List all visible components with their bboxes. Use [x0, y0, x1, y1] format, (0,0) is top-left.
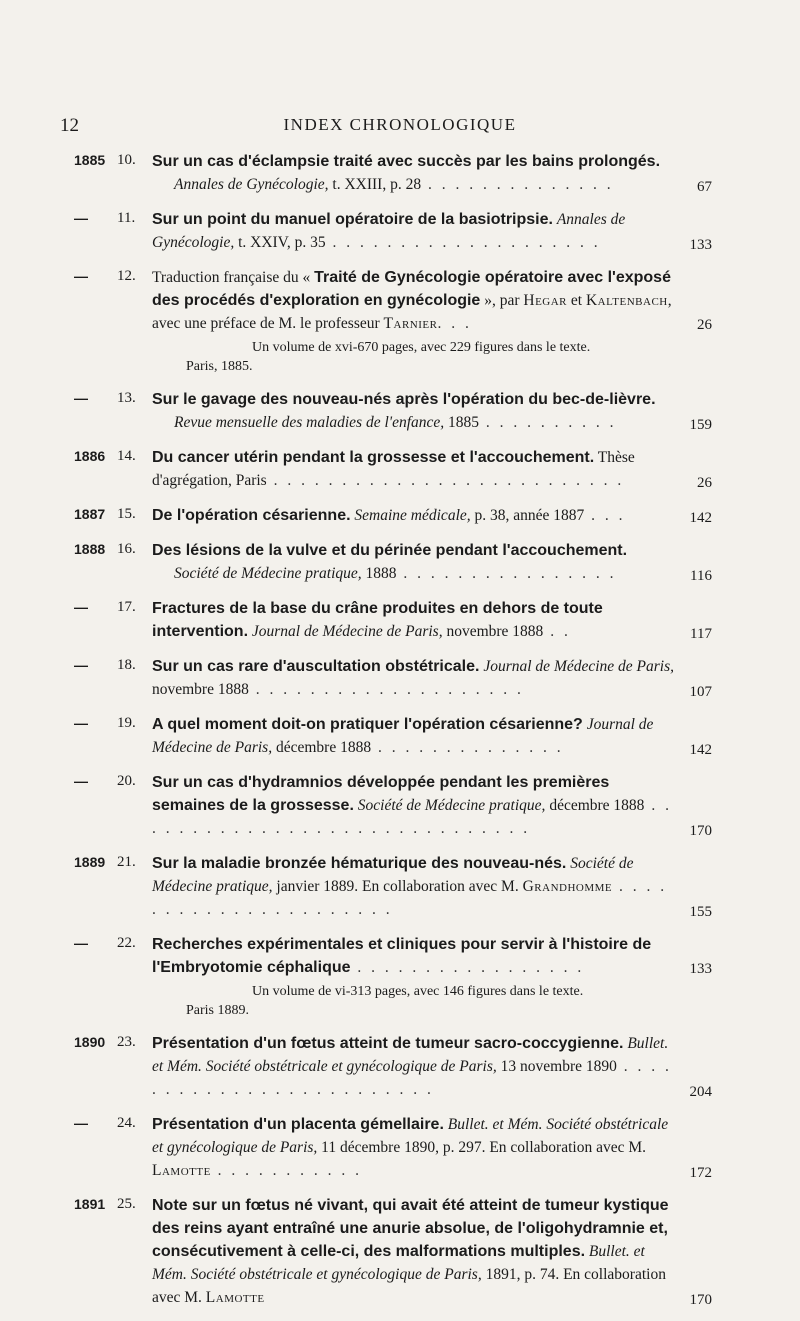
entry-year: —: [74, 210, 88, 226]
entry-details: 1885: [448, 414, 480, 431]
index-entry: [0, 266, 800, 376]
entry-title: Présentation d'un placenta gémellaire.: [152, 1116, 444, 1133]
index-entry: [0, 150, 800, 196]
index-entry: [0, 597, 800, 643]
entry-number: 14.: [117, 448, 136, 464]
entry-source: Bullet. et Mém. Société obstétricale et gynécologique de Paris,: [152, 1035, 669, 1075]
leader-dots: . .: [543, 623, 571, 640]
entry-details: 1891, p. 74. En collaboration avec M.: [152, 1266, 666, 1306]
entry-details: janvier 1889. En collaboration avec M.: [276, 878, 519, 895]
entry-page: 142: [689, 510, 712, 526]
leader-dots: . . . . . . . . . . . . . . . . . . . . . . . . . . . . . .: [152, 797, 672, 837]
entry-year: —: [74, 599, 88, 615]
index-entry: [0, 504, 800, 527]
index-entry: [0, 771, 800, 840]
leader-dots: . . . . . . . . . . . . . . . . . . . .: [248, 681, 524, 698]
page-number: 12: [60, 115, 79, 136]
entry-details: p. 38, année 1887: [474, 507, 585, 524]
entry-number: 20.: [117, 773, 136, 789]
entry-author: Lamotte: [205, 1289, 265, 1306]
entry-page: 116: [690, 568, 712, 584]
entry-title: Fractures de la base du crâne produites en dehors de toute intervention.: [152, 600, 603, 640]
entry-author: Tarnier: [383, 315, 438, 332]
leader-dots: . . .: [437, 315, 472, 332]
index-entry: [0, 1194, 800, 1309]
index-entry: [0, 539, 800, 585]
entry-page: 170: [689, 823, 712, 839]
entry-number: 21.: [117, 854, 136, 870]
leader-dots: . . . . . . . . . . . . . . . . . . . . . . . . .: [152, 1058, 672, 1098]
entry-number: 23.: [117, 1034, 136, 1050]
entry-title: Sur un cas rare d'auscultation obstétricale.: [152, 658, 480, 675]
entry-number: 19.: [117, 715, 136, 731]
entry-page: 26: [697, 475, 712, 491]
entry-author: Lamotte: [152, 1162, 211, 1179]
entry-conjunction: et: [570, 292, 583, 309]
entry-number: 12.: [117, 268, 136, 284]
entry-source: Société de Médecine pratique,: [357, 797, 546, 814]
entry-title: Note sur un fœtus né vivant, qui avait été atteint de tumeur kystique des reins ayant entraîné une anurie absolue, de l'oligohydramnie et, consécutivement à celle-ci, des malformations multiples.: [152, 1197, 669, 1260]
entry-number: 11.: [117, 210, 136, 226]
entry-year: 1886: [74, 448, 106, 464]
entry-year: 1891: [74, 1196, 106, 1212]
entry-details: novembre 1888: [152, 681, 249, 698]
leader-dots: . . . . . . . . . . . . . . . . .: [350, 959, 585, 976]
entry-details: », par: [480, 292, 520, 309]
entry-title: Des lésions de la vulve et du périnée pendant l'accouchement.: [152, 542, 628, 559]
entry-number: 22.: [117, 935, 136, 951]
index-entry: [0, 1032, 800, 1101]
entry-page: 155: [689, 904, 712, 920]
entry-page: 170: [689, 1292, 712, 1308]
running-title: INDEX CHRONOLOGIQUE: [283, 115, 517, 134]
entry-details: décembre 1888: [549, 797, 645, 814]
entry-source: Société de Médecine pratique,: [152, 855, 634, 895]
entry-source: Bullet. et Mém. Société obstétricale et gynécologique de Paris,: [152, 1116, 669, 1156]
entry-number: 13.: [117, 390, 136, 406]
entry-details-2: , avec une préface de M. le professeur: [152, 292, 672, 332]
entry-details: t. XXIII, p. 28: [332, 176, 422, 193]
entry-number: 24.: [117, 1115, 136, 1131]
entry-source: Revue mensuelle des maladies de l'enfance,: [174, 414, 445, 431]
entry-note: Un volume de xvi-670 pages, avec 229 figures dans le texte.: [252, 340, 591, 355]
entry-number: 16.: [117, 541, 136, 557]
leader-dots: . . . . . . . . . . . . . . . . . . . . . .: [152, 878, 668, 918]
entry-year: —: [74, 773, 88, 789]
entry-year: —: [74, 390, 88, 406]
entry-source: Semaine médicale,: [354, 507, 471, 524]
entry-page: 67: [697, 179, 712, 195]
entry-title: Sur un cas d'hydramnios développée pendant les premières semaines de la grossesse.: [152, 774, 610, 814]
leader-dots: . . . . . . . . . . . . . .: [421, 176, 614, 193]
entry-year: —: [74, 715, 88, 731]
entry-page: 117: [690, 626, 712, 642]
entry-page: 172: [689, 1165, 712, 1181]
leader-dots: . . . . . . . . . . . . . .: [371, 739, 564, 756]
entry-year: 1888: [74, 541, 106, 557]
leader-dots: . . . . . . . . . . . . . . . . . . . .: [325, 234, 601, 251]
index-entry: [0, 446, 800, 492]
entry-number: 15.: [117, 506, 136, 522]
entry-page: 26: [697, 317, 712, 333]
entry-year: —: [74, 657, 88, 673]
entry-page: 133: [689, 237, 712, 253]
index-entries: [0, 150, 800, 1321]
entry-source: Annales de Gynécologie,: [174, 176, 329, 193]
leader-dots: . . . . . . . . . . . . . . . . . . . . . . . . . .: [266, 472, 625, 489]
entry-title: Recherches expérimentales et cliniques pour servir à l'histoire de l'Embryotomie céphalique: [152, 936, 652, 976]
entry-source: Bullet. et Mém. Société obstétricale et gynécologique de Paris,: [152, 1243, 645, 1283]
index-entry: [0, 388, 800, 434]
entry-prefix: Traduction française du «: [152, 269, 315, 286]
entry-note: Un volume de vi-313 pages, avec 146 figures dans le texte.: [252, 984, 584, 999]
entry-year: —: [74, 268, 88, 284]
leader-dots: . . . . . . . . . .: [479, 414, 617, 431]
entry-title: Du cancer utérin pendant la grossesse et l'accouchement.: [152, 449, 595, 466]
entry-page: 159: [689, 417, 712, 433]
entry-page: 133: [689, 961, 712, 977]
entry-number: 25.: [117, 1196, 136, 1212]
entry-title: Sur un point du manuel opératoire de la basiotripsie.: [152, 211, 553, 228]
entry-source: Journal de Médecine de Paris,: [483, 658, 675, 675]
entry-details: décembre 1888: [275, 739, 372, 756]
entry-number: 10.: [117, 152, 136, 168]
entry-title: Présentation d'un fœtus atteint de tumeur sacro-coccygienne.: [152, 1035, 624, 1052]
index-entry: [0, 208, 800, 254]
entry-year: 1890: [74, 1034, 106, 1050]
entry-details: 1888: [365, 565, 397, 582]
entry-year: 1885: [74, 152, 106, 168]
entry-page: 204: [689, 1084, 712, 1100]
entry-year: —: [74, 1115, 88, 1131]
leader-dots: . . .: [584, 507, 626, 524]
entry-author: Kaltenbach: [585, 292, 668, 309]
entry-author: Grandhomme: [522, 878, 613, 895]
entry-source: Société de Médecine pratique,: [174, 565, 362, 582]
entry-note: Paris, 1885.: [186, 359, 253, 374]
entry-title: Traité de Gynécologie opératoire avec l'exposé des procédés d'exploration en gynécologie: [152, 269, 671, 309]
entry-title: Sur un cas d'éclampsie traité avec succès par les bains prolongés.: [152, 153, 661, 170]
entry-details: novembre 1888: [446, 623, 544, 640]
index-entry: [0, 713, 800, 759]
entry-details: 11 décembre 1890, p. 297. En collaboration avec M.: [321, 1139, 646, 1156]
entry-details: t. XXIV, p. 35: [238, 234, 326, 251]
leader-dots: . . . . . . . . . . . . . . . .: [396, 565, 617, 582]
entry-title: Sur le gavage des nouveau-nés après l'opération du bec-de-lièvre.: [152, 391, 656, 408]
leader-dots: . . . . . . . . . . .: [210, 1162, 363, 1179]
index-entry: [0, 852, 800, 921]
index-entry: [0, 655, 800, 701]
entry-number: 17.: [117, 599, 136, 615]
entry-page: 107: [689, 684, 712, 700]
entry-source: Journal de Médecine de Paris,: [251, 623, 443, 640]
entry-title: De l'opération césarienne.: [152, 507, 351, 524]
entry-details: Thèse d'agrégation, Paris: [152, 449, 635, 489]
entry-title: Sur la maladie bronzée hématurique des nouveau-nés.: [152, 855, 567, 872]
entry-title: A quel moment doit-on pratiquer l'opération césarienne?: [152, 716, 583, 733]
entry-author: Hegar: [523, 292, 568, 309]
entry-note: Paris 1889.: [186, 1003, 249, 1018]
entry-page: 142: [689, 742, 712, 758]
entry-year: 1889: [74, 854, 106, 870]
entry-source: Annales de Gynécologie,: [152, 211, 626, 251]
entry-source: Journal de Médecine de Paris,: [152, 716, 654, 756]
entry-details: 13 novembre 1890: [500, 1058, 617, 1075]
entry-year: 1887: [74, 506, 106, 522]
entry-year: —: [74, 935, 88, 951]
index-entry: [0, 933, 800, 1020]
index-entry: [0, 1113, 800, 1182]
entry-number: 18.: [117, 657, 136, 673]
